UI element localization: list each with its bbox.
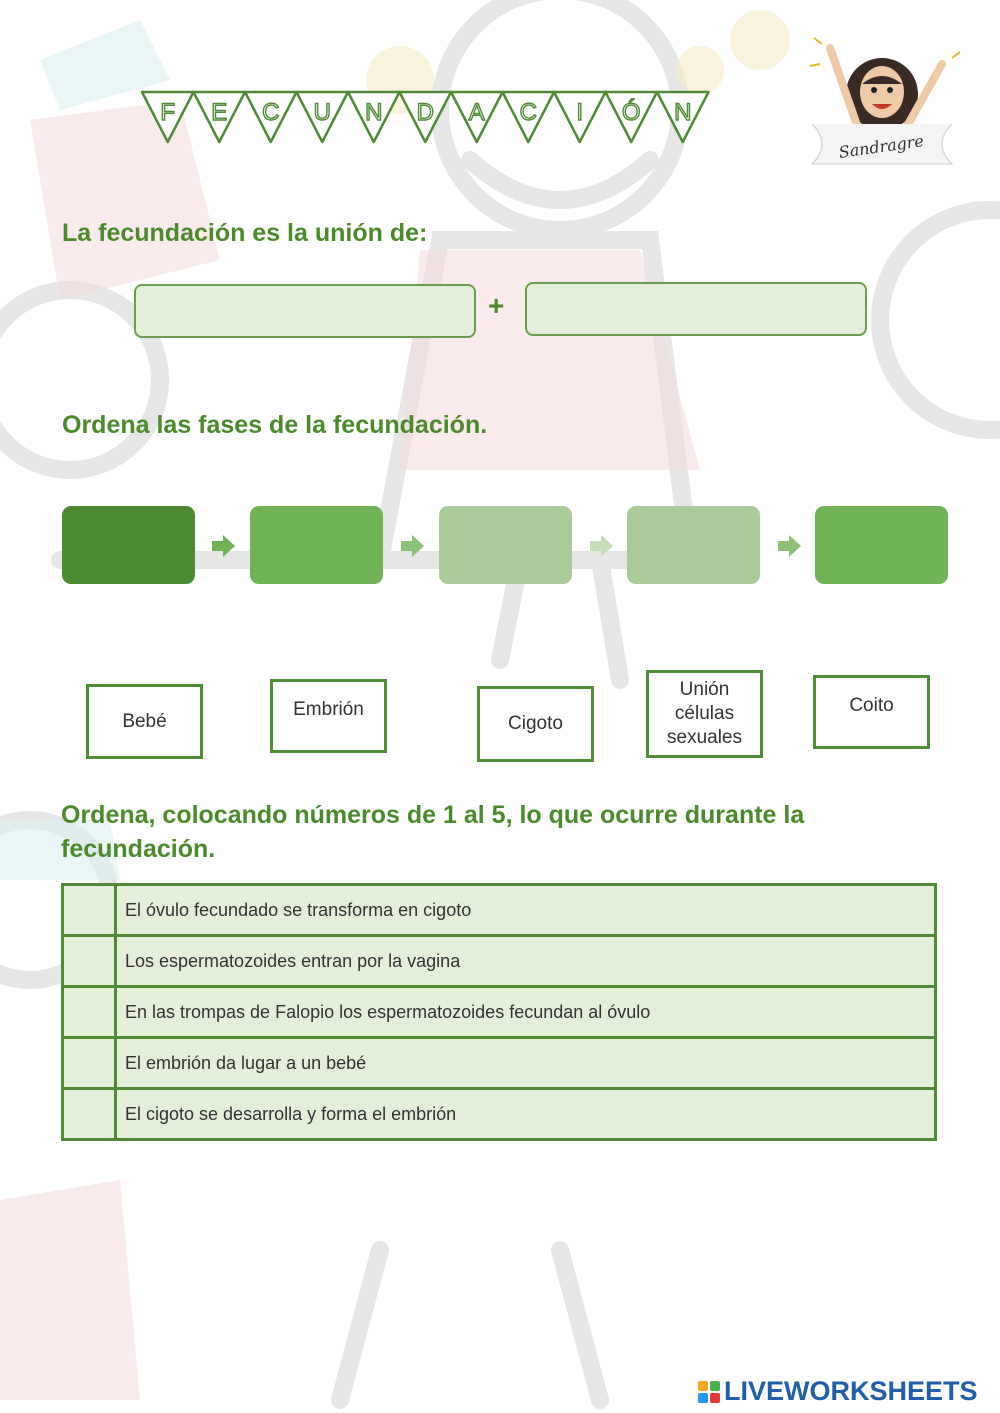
number-input[interactable] xyxy=(63,885,116,936)
logo-square xyxy=(698,1381,708,1391)
row-text: En las trompas de Falopio los espermatozoides fecundan al óvulo xyxy=(116,987,936,1038)
card-label: Embrión xyxy=(293,699,364,720)
number-input[interactable] xyxy=(63,987,116,1038)
word-card-coito[interactable] xyxy=(813,675,930,749)
order-heading-line2: fecundación. xyxy=(61,835,216,863)
pennant-letter: E xyxy=(211,99,228,126)
card-label: Bebé xyxy=(122,710,167,732)
word-card-union[interactable] xyxy=(646,670,763,758)
avatar-signature: Sandragre xyxy=(837,131,925,162)
card-label: Unión xyxy=(679,679,730,700)
phase-slot-5[interactable] xyxy=(815,506,948,584)
table-row xyxy=(63,987,936,1038)
word-card-bebe[interactable] xyxy=(86,684,203,759)
word-card-cigoto[interactable] xyxy=(477,686,594,762)
phases-heading: Ordena las fases de la fecundación. xyxy=(62,411,488,439)
pennant-letter: Ó xyxy=(621,99,641,126)
arrow-right-icon xyxy=(588,533,614,559)
number-input[interactable] xyxy=(63,936,116,987)
pennant-letter: D xyxy=(416,99,434,126)
word-card-embrion[interactable] xyxy=(270,679,387,753)
logo-square xyxy=(698,1393,708,1403)
order-heading xyxy=(61,798,941,866)
card-label: Coito xyxy=(849,695,894,716)
phase-slot-4[interactable] xyxy=(627,506,760,584)
pennant-letter: N xyxy=(674,99,692,126)
pennant-letter: A xyxy=(468,99,485,126)
phase-slot-3[interactable] xyxy=(439,506,572,584)
pennant-letter: N xyxy=(365,99,383,126)
phase-slot-1[interactable] xyxy=(62,506,195,584)
logo-square xyxy=(710,1393,720,1403)
table-row xyxy=(63,1038,936,1089)
gamete-input-1[interactable] xyxy=(134,284,476,338)
avatar-illustration xyxy=(802,24,962,174)
number-input[interactable] xyxy=(63,1089,116,1140)
pennant-letter: U xyxy=(313,99,331,126)
row-text: El embrión da lugar a un bebé xyxy=(116,1038,936,1089)
plus-sign: + xyxy=(488,290,505,321)
table-row xyxy=(63,1089,936,1140)
table-row xyxy=(63,936,936,987)
union-heading: La fecundación es la unión de: xyxy=(62,219,428,247)
pennant-letter: C xyxy=(519,99,537,126)
number-input[interactable] xyxy=(63,1038,116,1089)
gamete-input-2[interactable] xyxy=(525,282,867,336)
row-text: El cigoto se desarrolla y forma el embrión xyxy=(116,1089,936,1140)
liveworksheets-logo[interactable] xyxy=(698,1376,978,1407)
logo-text: LIVEWORKSHEETS xyxy=(724,1376,978,1406)
card-label: células xyxy=(674,703,735,724)
order-table xyxy=(61,883,937,1141)
pennant-letter: I xyxy=(576,99,584,126)
card-label: Cigoto xyxy=(508,713,563,734)
phase-slot-2[interactable] xyxy=(250,506,383,584)
table-row xyxy=(63,885,936,936)
logo-square xyxy=(710,1381,720,1391)
arrow-right-icon xyxy=(399,533,425,559)
pennant-letter: C xyxy=(262,99,280,126)
logo-mark-icon xyxy=(698,1381,720,1403)
title-banner xyxy=(138,86,718,148)
order-heading-line1: Ordena, colocando números de 1 al 5, lo que ocurre durante la xyxy=(61,801,805,829)
arrow-right-icon xyxy=(776,533,802,559)
arrow-right-icon xyxy=(210,533,236,559)
row-text: Los espermatozoides entran por la vagina xyxy=(116,936,936,987)
pennant-letter: F xyxy=(160,99,176,126)
row-text: El óvulo fecundado se transforma en cigoto xyxy=(116,885,936,936)
card-label: sexuales xyxy=(667,727,742,748)
